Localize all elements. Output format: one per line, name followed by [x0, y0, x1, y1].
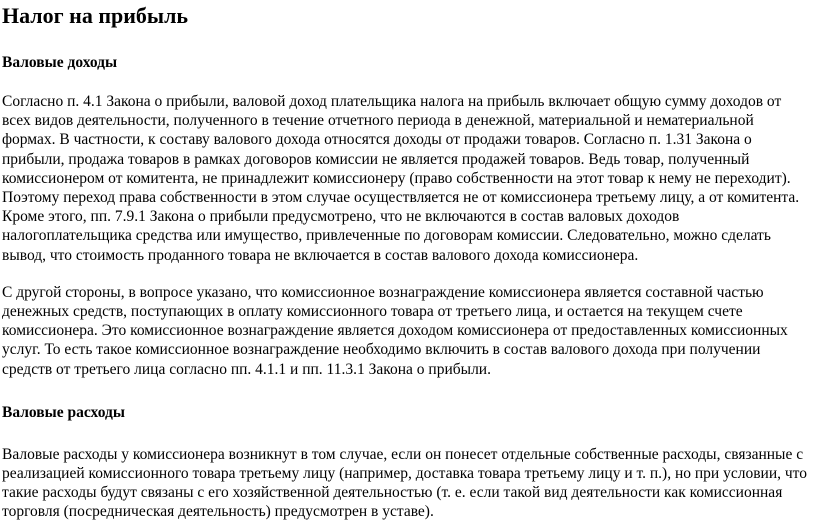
section-heading-gross-expenses: Валовые расходы	[2, 403, 125, 421]
paragraph-gross-income-2: С другой стороны, в вопросе указано, что комиссионное вознаграждение комиссионера является составной частью денежных средств, поступающих в оплату комиссионного товара от третьего лица, и остается на текущем счете комиссионера. Это комиссионное вознаграждение является доходом комиссионера от предоставленных комиссионных услуг. То есть такое комиссионное вознаграждение необходимо включить в состав валового дохода при получении средств от третьего лица согласно пп. 4.1.1 и пп. 11.3.1 Закона о прибыли.	[2, 283, 788, 378]
page-title: Налог на прибыль	[2, 3, 189, 28]
paragraph-gross-income-1: Согласно п. 4.1 Закона о прибыли, валовой доход плательщика налога на прибыль включает общую сумму доходов от всех видов деятельности, полученного в течение отчетного периода в денежной, материальной и нематериальной формах. В частности, к составу валового дохода относятся доходы от продажи товаров. Согласно п. 1.31 Закона о прибыли, продажа товаров в рамках договоров комиссии не является продажей товаров. Ведь товар, полученный комиссионером от комитента, не принадлежит комиссионеру (право собственности на этот товар к нему не переходит). Поэтому переход права собственности в этом случае осуществляется не от комиссионера третьему лицу, а от комитента. Кроме этого, пп. 7.9.1 Закона о прибыли предусмотрено, что не включаются в состав валовых доходов налогоплательщика средства или имущество, привлеченные по договорам комиссии. Следовательно, можно сделать вывод, что стоимость проданного товара не включается в состав валового дохода комиссионера.	[2, 93, 800, 264]
paragraph-gross-expenses-1: Валовые расходы у комиссионера возникнут в том случае, если он понесет отдельные собственные расходы, связанные с реализацией комиссионного товара третьему лицу (например, доставка товара третьему лицу и т. п.), но при условии, что такие расходы будут связаны с его хозяйственной деятельностью (т. е. если такой вид деятельности как комиссионная торговля (посредническая деятельность) предусмотрен в уставе).	[2, 445, 807, 521]
section-heading-gross-income: Валовые доходы	[2, 54, 118, 71]
